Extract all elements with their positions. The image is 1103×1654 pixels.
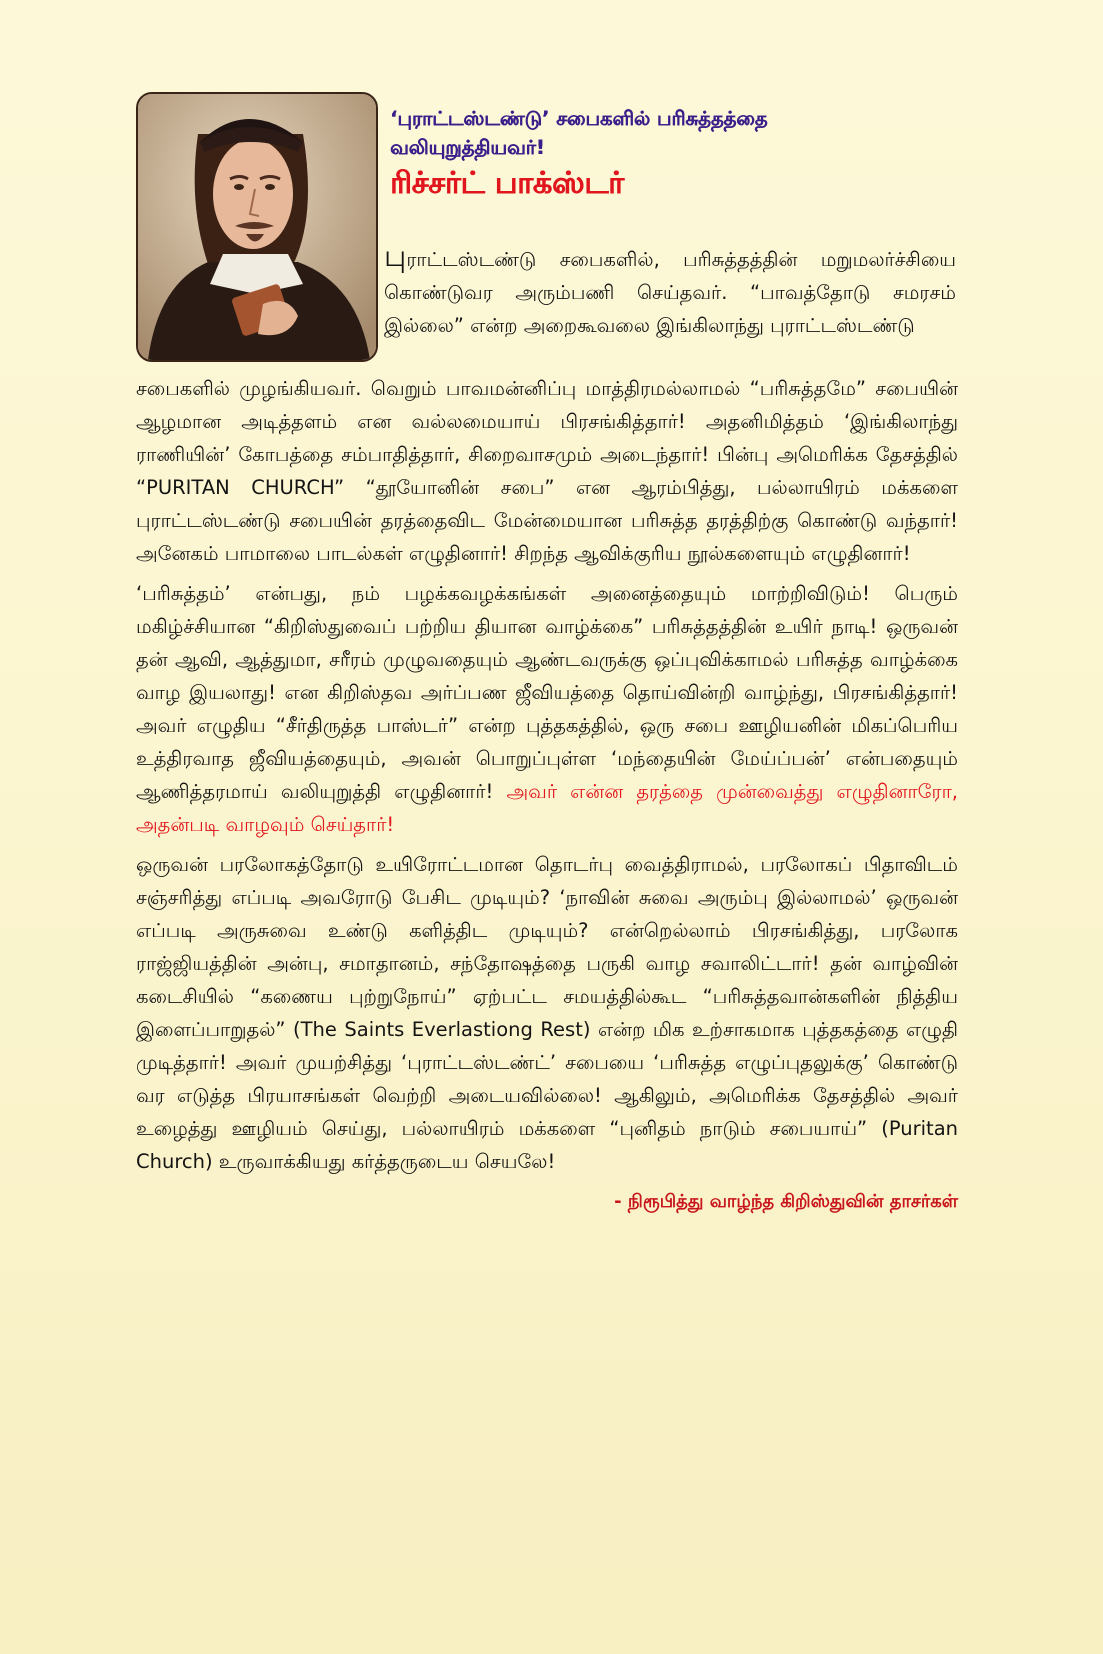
person-name: ரிச்சர்ட் பாக்ஸ்டர்	[390, 166, 624, 201]
drop-cap: பு	[384, 239, 407, 274]
article	[136, 92, 958, 1218]
article-body	[136, 372, 958, 1218]
paragraph-3: ஒருவன் பரலோகத்தோடு உயிரோட்டமான தொடர்பு வைத்திராமல், பரலோகப் பிதாவிடம் சஞ்சரித்து எப்படி அவரோடு பேசிட முடியும்? ‘நாவின் சுவை அரும்பு இல்லாமல்’ ஒருவன் எப்படி அருசுவை உண்டு களித்திட முடியும்? என்றெல்லாம் பிரசங்கித்து, பரலோக ராஜ்ஜியத்தின் அன்பு, சமாதானம், சந்தோஷத்தை பருகி வாழ சவாலிட்டார்! தன் வாழ்வின் கடைசியில் “கணைய புற்றுநோய்” ஏற்பட்ட சமயத்தில்கூட “பரிசுத்தவான்களின் நித்திய இளைப்பாறுதல்” (The Saints Everlastiong Rest) என்ற மிக உற்சாகமாக புத்தகத்தை எழுதி முடித்தார்! அவர் முயற்சித்து ‘புராட்டஸ்டண்ட்’ சபையை ‘பரிசுத்த எழுப்புதலுக்கு’ கொண்டு வர எடுத்த பிரயாசங்கள் வெற்றி அடையவில்லை! ஆகிலும், அமெரிக்க தேசத்தில் அவர் உழைத்து ஊழியம் செய்து, பல்லாயிரம் மக்களை “புனிதம் நாடும் சபையாய்” (Puritan Church) உருவாக்கியது கர்த்தருடைய செயலே!	[136, 853, 958, 1173]
richard-baxter-portrait-icon	[138, 94, 376, 360]
lead-paragraph	[384, 240, 956, 342]
subtitle-line1: ‘புராட்டஸ்டண்டு’ சபைகளில் பரிசுத்தத்தை	[390, 107, 768, 130]
subtitle	[390, 104, 950, 162]
paragraph-1: சபைகளில் முழங்கியவர். வெறும் பாவமன்னிப்பு மாத்திரமல்லாமல் “பரிசுத்தமே” சபையின் ஆழமான அடித்தளம் என வல்லமையாய் பிரசங்கித்தார்! அதனிமித்தம் ‘இங்கிலாந்து ராணியின்’ கோபத்தை சம்பாதித்தார், சிறைவாசமும் அடைந்தார்! பின்பு அமெரிக்க தேசத்தில் “PURITAN CHURCH” “தூயோனின் சபை” என ஆரம்பித்து, பல்லாயிரம் மக்களை புராட்டஸ்டண்டு சபையின் தரத்தைவிட மேன்மையான பரிசுத்த தரத்திற்கு கொண்டு வந்தார்! அனேகம் பாமாலை பாடல்கள் எழுதினார்! சிறந்த ஆவிக்குரிய நூல்களையும் எழுதினார்!	[136, 377, 958, 565]
paragraph-2-highlight: அவர் என்ன தரத்தை முன்வைத்து எழுதினாரோ, அதன்படி வாழவும் செய்தார்!	[136, 780, 958, 836]
signature: - நிரூபித்து வாழ்ந்த கிறிஸ்துவின் தாசர்கள்	[614, 1191, 958, 1212]
article-header	[136, 92, 958, 372]
paragraph-2	[136, 577, 958, 841]
subtitle-line2: வலியுறுத்தியவர்!	[390, 136, 545, 159]
portrait-image	[136, 92, 378, 362]
lead-text: ராட்டஸ்டண்டு சபைகளில், பரிசுத்தத்தின் மறுமலர்ச்சியை கொண்டுவர அரும்பணி செய்தவர். “பாவத்தோடு சமரசம் இல்லை” என்ற அறைகூவலை இங்கிலாந்து புராட்டஸ்டண்டு	[384, 248, 956, 337]
title-block	[390, 104, 950, 204]
paragraph-2-text: ‘பரிசுத்தம்’ என்பது, நம் பழக்கவழக்கங்கள் அனைத்தையும் மாற்றிவிடும்! பெரும் மகிழ்ச்சியான “கிறிஸ்துவைப் பற்றிய தியான வாழ்க்கை” பரிசுத்தத்தின் உயிர் நாடி! ஒருவன் தன் ஆவி, ஆத்துமா, சரீரம் முழுவதையும் ஆண்டவருக்கு ஒப்புவிக்காமல் பரிசுத்த வாழ்க்கை வாழ இயலாது! என கிறிஸ்தவ அர்ப்பண ஜீவியத்தை தொய்வின்றி வாழ்ந்து, பிரசங்கித்தார்! அவர் எழுதிய “சீர்திருத்த பாஸ்டர்” என்ற புத்தகத்தில், ஒரு சபை ஊழியனின் மிகப்பெரிய உத்திரவாத ஜீவியத்தையும், அவன் பொறுப்புள்ள ‘மந்தையின் மேய்ப்பன்’ என்பதையும் ஆணித்தரமாய் வலியுறுத்தி எழுதினார்!	[136, 582, 958, 803]
